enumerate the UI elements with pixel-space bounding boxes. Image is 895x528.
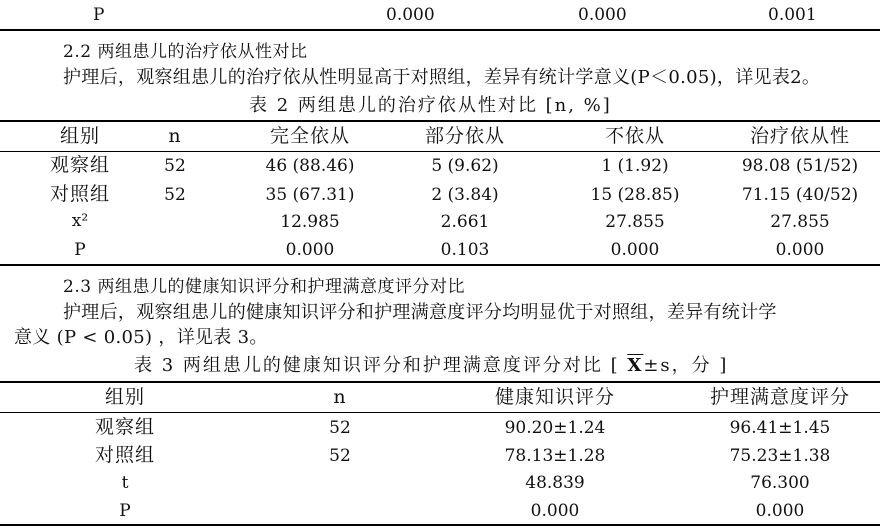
table-3-cell: 78.13±1.28: [504, 446, 606, 466]
table-2-header-compliance: 治疗依从性: [749, 125, 850, 147]
table-3-bottom-rule: [0, 524, 880, 526]
table-2-bottom-rule: [0, 264, 880, 266]
table-3-cell: 0.000: [755, 501, 805, 521]
table-2-cell: 12.985: [280, 212, 340, 232]
table-2-header-full: 完全依从: [269, 125, 350, 147]
section-paragraph-2-3-line1: 护理后，观察组患儿的健康知识评分和护理满意度评分均明显优于对照组，差异有统计学: [63, 302, 777, 323]
table-2-cell: 52: [164, 156, 186, 176]
table-3-cell: 96.41±1.45: [729, 418, 831, 438]
table-3-cell: 76.300: [750, 473, 810, 493]
table-2-cell: 对照组: [49, 183, 110, 205]
table-2-cell: 27.855: [605, 212, 665, 232]
table-2-cell: 35 (67.31): [265, 185, 355, 205]
table-2-header-group: 组别: [59, 125, 100, 147]
table-2-header-partial: 部分依从: [424, 125, 505, 147]
table-bottom-rule: [0, 29, 880, 31]
table-2-cell: 98.08 (51/52): [741, 156, 859, 176]
table-2-cell: x²: [71, 211, 89, 231]
table-2-cell: 52: [164, 185, 186, 205]
table-2-cell: 5 (9.62): [431, 156, 499, 176]
section-heading-2-2: 2.2 两组患儿的治疗依从性对比: [63, 42, 308, 62]
table-3-header-knowledge: 健康知识评分: [494, 386, 615, 408]
table-2-cell: 15 (28.85): [590, 185, 680, 205]
p-label: P: [93, 5, 105, 25]
section-heading-2-3: 2.3 两组患儿的健康知识评分和护理满意度评分对比: [63, 277, 465, 297]
section-paragraph-2-2: 护理后，观察组患儿的治疗依从性明显高于对照组，差异有统计学意义(P＜0.05)，详见表2。: [63, 67, 821, 88]
table-2-cell: 0.000: [285, 240, 335, 260]
table-2-cell: 0.000: [775, 240, 825, 260]
table-2-cell: 46 (88.46): [265, 156, 355, 176]
table-3-caption-xbar: $\overline{X}$: [627, 355, 644, 376]
table-3-header-n: n: [333, 386, 347, 408]
table-3-cell: 52: [329, 446, 351, 466]
table-2-cell: 2.661: [440, 212, 490, 232]
table-3-cell: 观察组: [94, 416, 155, 438]
table-3-cell: 52: [329, 418, 351, 438]
table-2-cell: 2 (3.84): [431, 185, 499, 205]
section-paragraph-2-3-line2: 意义 (P < 0.05) ，详见表 3。: [14, 327, 268, 348]
table-2-cell: 71.15 (40/52): [741, 185, 859, 205]
p-value-1: 0.000: [386, 5, 435, 25]
table-3-cell: t: [121, 473, 129, 493]
table-3-cell: 48.839: [525, 473, 585, 493]
table-2-cell: P: [74, 240, 86, 260]
table-2-cell: 1 (1.92): [601, 156, 669, 176]
table-2-cell: 27.855: [770, 212, 830, 232]
table-3-header-group: 组别: [104, 386, 145, 408]
table-3-cell: 0.000: [530, 501, 580, 521]
table-3-cell: 对照组: [94, 444, 155, 466]
p-value-2: 0.000: [578, 5, 627, 25]
table-3-top-rule: [0, 381, 880, 383]
table-3-caption-prefix: 表 3 两组患儿的健康知识评分和护理满意度评分对比 [: [134, 355, 628, 376]
table-3-cell: 90.20±1.24: [504, 418, 606, 438]
table-3-caption: [134, 351, 728, 377]
table-2-caption: 表 2 两组患儿的治疗依从性对比 [n, %]: [249, 95, 612, 116]
table-2-top-rule: [0, 120, 880, 122]
table-3-caption-suffix: ±s，分 ]: [643, 355, 729, 376]
table-3-header-rule: [0, 412, 880, 413]
table-2-cell: 0.103: [440, 240, 490, 260]
table-2-header-non: 不依从: [604, 125, 665, 147]
table-3-cell: P: [119, 501, 131, 521]
table-3-cell: 75.23±1.38: [729, 446, 831, 466]
table-2-cell: 观察组: [49, 154, 110, 176]
p-value-3: 0.001: [768, 5, 817, 25]
table-3-header-satisfaction: 护理满意度评分: [709, 386, 850, 408]
table-2-header-n: n: [168, 125, 182, 147]
table-2-header-rule: [0, 151, 880, 152]
table-2-cell: 0.000: [610, 240, 660, 260]
